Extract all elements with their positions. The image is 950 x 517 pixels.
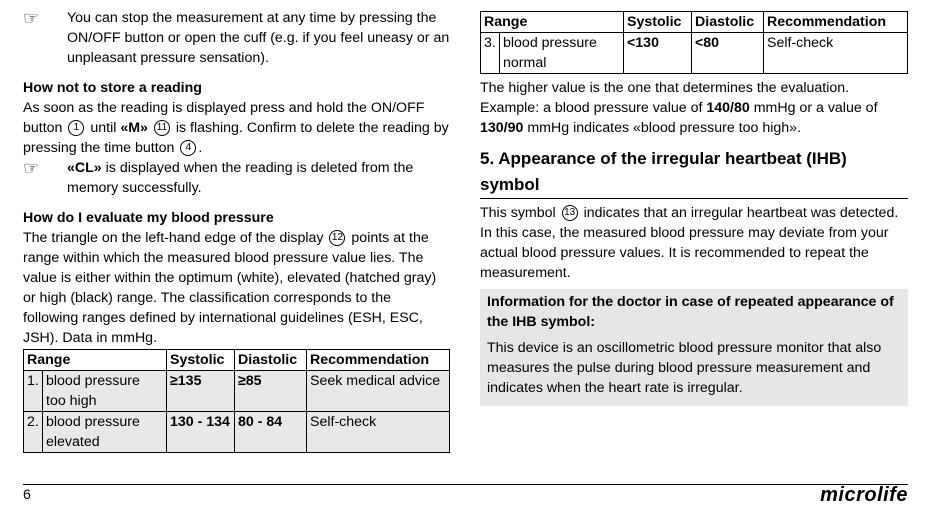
heading-evaluate: How do I evaluate my blood pressure	[23, 210, 274, 226]
table-row: 3. blood pressure normal <130 <80 Self-check	[481, 33, 908, 74]
ref-marker: 12	[329, 230, 345, 246]
bp-table-part1	[23, 349, 450, 453]
ref-marker: 1	[68, 120, 84, 136]
table-row: 2. blood pressure elevated 130 - 134 80 - 84 Self-check	[24, 412, 450, 453]
pointing-hand-icon: ☞	[23, 158, 40, 178]
left-column	[23, 8, 450, 453]
col-systolic: Systolic	[624, 12, 692, 33]
paragraph-not-store: As soon as the reading is displayed press and hold the ON/OFF button 1 until «M» 11 is flashing. Confirm to delete the reading by pressing the time button 4 .	[23, 100, 449, 156]
doctor-info-box	[480, 289, 908, 406]
heading-not-store: How not to store a reading	[23, 80, 202, 96]
section-heading-ihb: 5. Appearance of the irregular heartbeat (IHB) symbol	[480, 146, 908, 199]
col-diastolic: Diastolic	[235, 350, 307, 371]
col-systolic: Systolic	[167, 350, 235, 371]
ref-marker: 13	[562, 205, 578, 221]
col-diastolic: Diastolic	[692, 12, 764, 33]
pointing-hand-icon: ☞	[23, 8, 40, 28]
ref-marker: 4	[180, 140, 196, 156]
paragraph-evaluate: The triangle on the left-hand edge of the display 12 points at the range within which the measured blood pressure value lies. The value is either within the optimum (white), elevated (hatched gray) or high (black) range. The classification corresponds to the following ranges defined by international guidelines (ESH, ESC, JSH). Data in mmHg.	[23, 230, 437, 346]
paragraph-ihb: This symbol 13 indicates that an irregular heartbeat was detected. In this case, the measured blood pressure may deviate from your actual blood pressure values. It is recommended to repeat the measurement.	[480, 205, 899, 281]
col-range: Range	[481, 12, 624, 33]
ref-marker: 11	[154, 120, 170, 136]
note-text: You can stop the measurement at any time by pressing the ON/OFF button or open the cuff (e.g. if you feel uneasy or an unpleasant pressure sensation).	[67, 10, 450, 66]
footer-divider	[23, 484, 908, 485]
page-number: 6	[23, 487, 31, 503]
note-cl-display: ☞ «CL» is displayed when the reading is deleted from the memory successfully.	[23, 158, 414, 196]
col-range: Range	[24, 350, 167, 371]
brand-logo: microlife	[820, 484, 908, 506]
bp-table-part2	[480, 11, 908, 74]
doctor-info-title: Information for the doctor in case of repeated appearance of the IHB symbol:	[487, 294, 894, 330]
paragraph-example: The higher value is the one that determines the evaluation. Example: a blood pressure value of 140/80 mmHg or a value of 130/90 mmHg indicates «blood pressure too high».	[480, 80, 878, 136]
note-stop-measurement	[23, 8, 450, 68]
table-row: 1. blood pressure too high ≥135 ≥85 Seek medical advice	[24, 371, 450, 412]
col-recommendation: Recommendation	[307, 350, 450, 371]
col-recommendation: Recommendation	[764, 12, 908, 33]
right-column	[480, 8, 908, 406]
doctor-info-text: This device is an oscillometric blood pressure monitor that also measures the pulse during blood pressure measurement and indicates when the heart rate is irregular.	[487, 340, 882, 396]
